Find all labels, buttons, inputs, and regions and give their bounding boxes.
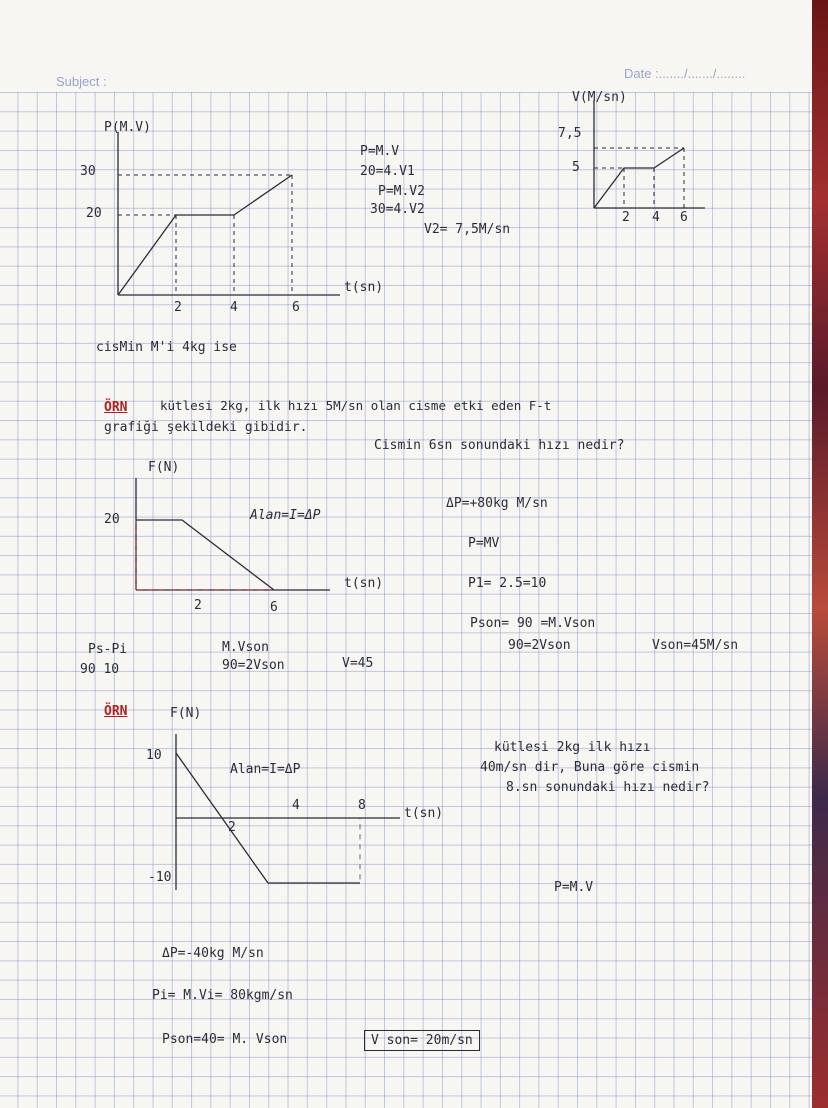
example2-label: ÖRN	[104, 704, 128, 719]
example1-right-6: Vson=45M/sn	[652, 638, 739, 653]
example2-ytick-neg10: -10	[148, 870, 172, 885]
example1-annotation: Alan=I=ΔP	[250, 508, 321, 523]
example1-label: ÖRN	[104, 400, 128, 415]
example1-line2: grafiği şekildeki gibidir.	[104, 420, 308, 435]
graph1-ytick-20: 20	[86, 206, 102, 221]
example1-ytick-20: 20	[104, 512, 120, 527]
example2-ylabel: F(N)	[170, 706, 202, 721]
note1: cisMin M'i 4kg ise	[96, 340, 237, 355]
example2-xlabel: t(sn)	[404, 806, 444, 821]
example2-problem-2: 40m/sn dir, Buna göre cismin	[480, 760, 700, 775]
example1-ylabel: F(N)	[148, 460, 180, 475]
graph2-xtick-4: 4	[652, 210, 660, 225]
example1-right-1: ΔP=+80kg M/sn	[446, 496, 548, 511]
graph1-xtick-2: 2	[174, 300, 182, 315]
calc1-line-3: P=M.V2	[378, 184, 425, 199]
subject-label: Subject :	[56, 74, 107, 89]
example1-left-3: M.Vson	[222, 640, 269, 655]
graph2-ytick-5: 5	[572, 160, 580, 175]
graph2-xtick-6: 6	[680, 210, 688, 225]
graph1-xlabel: t(sn)	[344, 280, 384, 295]
graph2-ytick-7-5: 7,5	[558, 126, 582, 141]
example1-xtick-2: 2	[194, 598, 202, 613]
example2-xtick-4: 4	[292, 798, 300, 813]
graph1-ytick-30: 30	[80, 164, 96, 179]
example2-annotation: Alan=I=ΔP	[230, 762, 301, 777]
date-label: Date :......./......./........	[624, 66, 746, 81]
calc1-line-2: 20=4.V1	[360, 164, 415, 179]
graph1-ylabel: P(M.V)	[104, 120, 151, 135]
example2-problem-3: 8.sn sonundaki hızı nedir?	[506, 780, 710, 795]
example2-work-3: Pson=40= M. Vson	[162, 1032, 288, 1047]
example2-formula: P=M.V	[554, 880, 594, 895]
example2-answer: V son= 20m/sn	[364, 1030, 480, 1051]
example1-xtick-6: 6	[270, 600, 278, 615]
example1-left-2: 90 10	[80, 662, 120, 677]
example1-right-2: P=MV	[468, 536, 500, 551]
example2-xtick-2: 2	[228, 820, 236, 835]
example1-right-4: Pson= 90 =M.Vson	[470, 616, 596, 631]
calc1-line-5: V2= 7,5M/sn	[424, 222, 511, 237]
example2-work-2: Pi= M.Vi= 80kgm/sn	[152, 988, 293, 1003]
graph1-xtick-4: 4	[230, 300, 238, 315]
example1-left-5: V=45	[342, 656, 374, 671]
calc1-line-4: 30=4.V2	[370, 202, 425, 217]
example2-work-1: ΔP=-40kg M/sn	[162, 946, 264, 961]
example1-right-3: P1= 2.5=10	[468, 576, 547, 591]
graph2-xtick-2: 2	[622, 210, 630, 225]
graph2-ylabel: V(M/sn)	[572, 90, 627, 105]
example1-right-5: 90=2Vson	[508, 638, 571, 653]
example1-line3: Cismin 6sn sonundaki hızı nedir?	[374, 438, 625, 453]
example1-xlabel: t(sn)	[344, 576, 384, 591]
example1-left-4: 90=2Vson	[222, 658, 285, 673]
example1-left-1: Ps-Pi	[88, 642, 128, 657]
graph1-xtick-6: 6	[292, 300, 300, 315]
example2-xtick-8: 8	[358, 798, 366, 813]
example2-problem-1: kütlesi 2kg ilk hızı	[494, 740, 651, 755]
calc1-line-1: P=M.V	[360, 144, 400, 159]
example2-ytick-10: 10	[146, 748, 162, 763]
example1-line1: kütlesi 2kg, ilk hızı 5M/sn olan cisme etki eden F-t	[160, 398, 552, 413]
